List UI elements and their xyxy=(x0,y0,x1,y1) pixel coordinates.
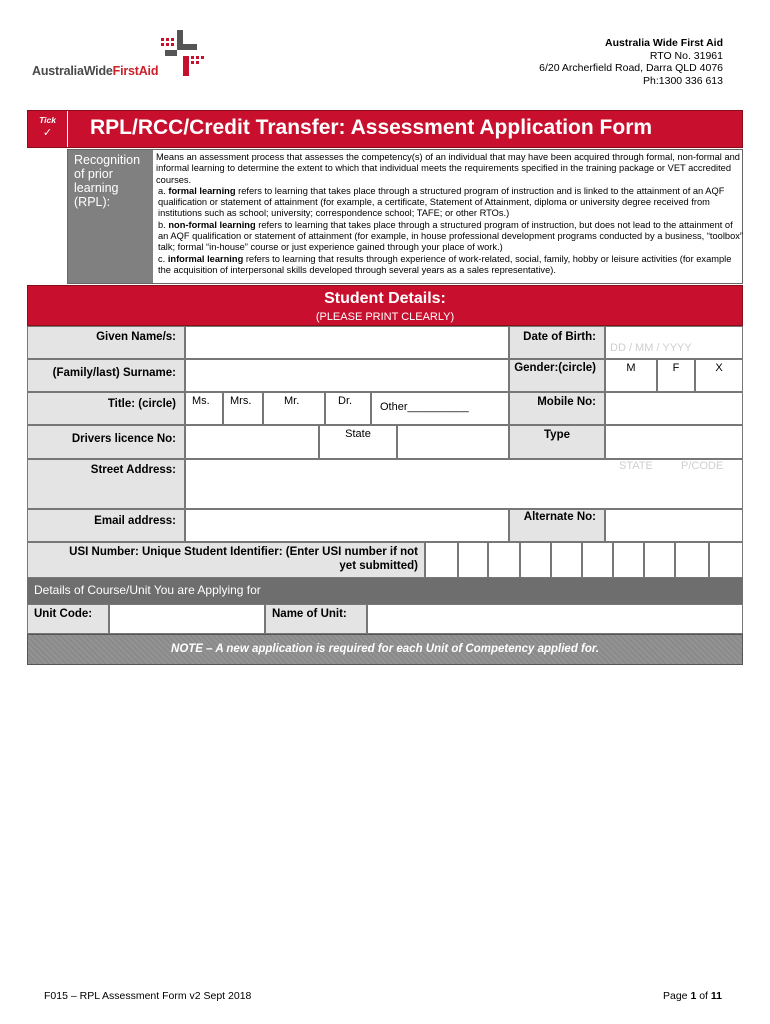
mobile-field[interactable] xyxy=(605,392,743,425)
tick-box[interactable] xyxy=(28,111,68,147)
logo-wordmark xyxy=(32,64,158,78)
title-option-mr[interactable]: Mr. xyxy=(263,392,325,425)
gender-option-x[interactable]: X xyxy=(695,359,743,392)
email-label: Email address: xyxy=(27,509,185,542)
usi-label-line1: USI Number: Unique Student Identifier: (Enter USI number if not xyxy=(69,546,418,558)
student-details-subtitle: (PLEASE PRINT CLEARLY) xyxy=(315,311,455,323)
student-details-header xyxy=(27,285,743,326)
licence-state-label: State xyxy=(319,425,397,459)
given-names-field[interactable] xyxy=(185,326,509,359)
dob-field[interactable] xyxy=(605,326,743,359)
licence-field[interactable] xyxy=(185,425,319,459)
licence-label: Drivers licence No: xyxy=(27,425,185,459)
title-option-mrs[interactable]: Mrs. xyxy=(223,392,263,425)
first-aid-cross-icon xyxy=(157,30,207,76)
tick-label: Tick xyxy=(39,115,56,125)
rpl-label: Recognition of prior learning (RPL): xyxy=(68,150,153,283)
surname-field[interactable] xyxy=(185,359,509,392)
org-phone: Ph:1300 336 613 xyxy=(643,74,723,87)
course-details-header: Details of Course/Unit You are Applying for xyxy=(27,578,743,604)
title-option-ms[interactable]: Ms. xyxy=(185,392,223,425)
street-address-label: Street Address: xyxy=(27,459,185,509)
company-logo xyxy=(32,30,212,80)
email-field[interactable] xyxy=(185,509,509,542)
alternate-label: Alternate No: xyxy=(509,509,605,542)
checkmark-icon: ✓ xyxy=(42,127,53,139)
usi-char-box[interactable] xyxy=(582,542,613,578)
form-title: RPL/RCC/Credit Transfer: Assessment Application Form xyxy=(90,116,653,139)
usi-char-box[interactable] xyxy=(709,542,743,578)
logo-text-grey: AustraliaWide xyxy=(32,64,113,78)
usi-label-line2: yet submitted) xyxy=(339,560,418,572)
rpl-definition-row xyxy=(67,149,743,284)
gender-label: Gender:(circle) xyxy=(509,359,605,392)
student-details-title: Student Details: xyxy=(324,290,446,307)
rpl-intro: Means an assessment process that assesses the competency(s) of an individual that may have been acquired through formal, non-formal and informal learning to determine the extent to which that individual meets the requirements specified in the training package or VET accredited courses. xyxy=(156,152,740,185)
mobile-label: Mobile No: xyxy=(509,392,605,425)
form-title-band xyxy=(27,110,743,148)
usi-char-box[interactable] xyxy=(644,542,675,578)
page-number: Page 1 of 11 xyxy=(662,990,722,1002)
dob-placeholder: DD / MM / YYYY xyxy=(610,342,692,354)
usi-char-box[interactable] xyxy=(675,542,709,578)
usi-label xyxy=(27,542,425,578)
licence-state-field[interactable] xyxy=(397,425,509,459)
usi-char-box[interactable] xyxy=(613,542,644,578)
street-address-field[interactable] xyxy=(185,459,743,509)
unit-name-field[interactable] xyxy=(367,604,743,634)
rpl-description xyxy=(156,152,744,276)
rpl-item-informal: c. informal learning refers to learning that results through experience of work-related, social, family, hobby or leisure activities (for example the acquisition of interpersonal skills developed through several years as a sales representative). xyxy=(158,253,732,275)
application-note: NOTE – A new application is required for each Unit of Competency applied for. xyxy=(27,634,743,665)
rpl-item-formal: a. formal learning refers to learning that takes place through a structured program of instruction and is linked to the attainment of an AQF qualification or statement of attainment (for example, a certificate, Statement of Attainment, diploma or university degree received from institutions such as school; university; correspondence school; TAFE; or other RTOs.) xyxy=(158,185,725,219)
usi-char-box[interactable] xyxy=(425,542,458,578)
form-reference: F015 – RPL Assessment Form v2 Sept 2018 xyxy=(44,990,252,1002)
licence-type-label: Type xyxy=(509,425,605,459)
surname-label: (Family/last) Surname: xyxy=(27,359,185,392)
unit-code-field[interactable] xyxy=(109,604,265,634)
postcode-placeholder: P/CODE xyxy=(681,460,724,472)
state-placeholder: STATE xyxy=(619,460,653,472)
title-circle-label: Title: (circle) xyxy=(27,392,185,425)
licence-type-field[interactable] xyxy=(605,425,743,459)
alternate-field[interactable] xyxy=(605,509,743,542)
logo-text-red: FirstAid xyxy=(112,64,159,78)
organisation-details xyxy=(539,37,723,87)
gender-option-m[interactable]: M xyxy=(605,359,657,392)
title-option-other[interactable]: Other__________ xyxy=(371,392,509,425)
usi-char-box[interactable] xyxy=(520,542,551,578)
usi-char-box[interactable] xyxy=(551,542,582,578)
usi-char-box[interactable] xyxy=(488,542,520,578)
title-option-dr[interactable]: Dr. xyxy=(325,392,371,425)
dob-label: Date of Birth: xyxy=(509,326,605,359)
gender-option-f[interactable]: F xyxy=(657,359,695,392)
org-name: Australia Wide First Aid xyxy=(605,37,723,49)
org-address: 6/20 Archerfield Road, Darra QLD 4076 xyxy=(539,62,723,74)
unit-code-label: Unit Code: xyxy=(27,604,109,634)
rto-number: RTO No. 31961 xyxy=(649,49,723,62)
given-names-label: Given Name/s: xyxy=(27,326,185,359)
rpl-item-non-formal: b. non-formal learning refers to learning that takes place through a structured program of instruction, but does not lead to the attainment of an AQF qualification or statement of attainment (for example, in house professional development programs conducted by a business, “toolbox” talk; formal “in-house” course or just experience gained through your place of work.) xyxy=(158,219,743,253)
unit-name-label: Name of Unit: xyxy=(265,604,367,634)
usi-char-box[interactable] xyxy=(458,542,488,578)
